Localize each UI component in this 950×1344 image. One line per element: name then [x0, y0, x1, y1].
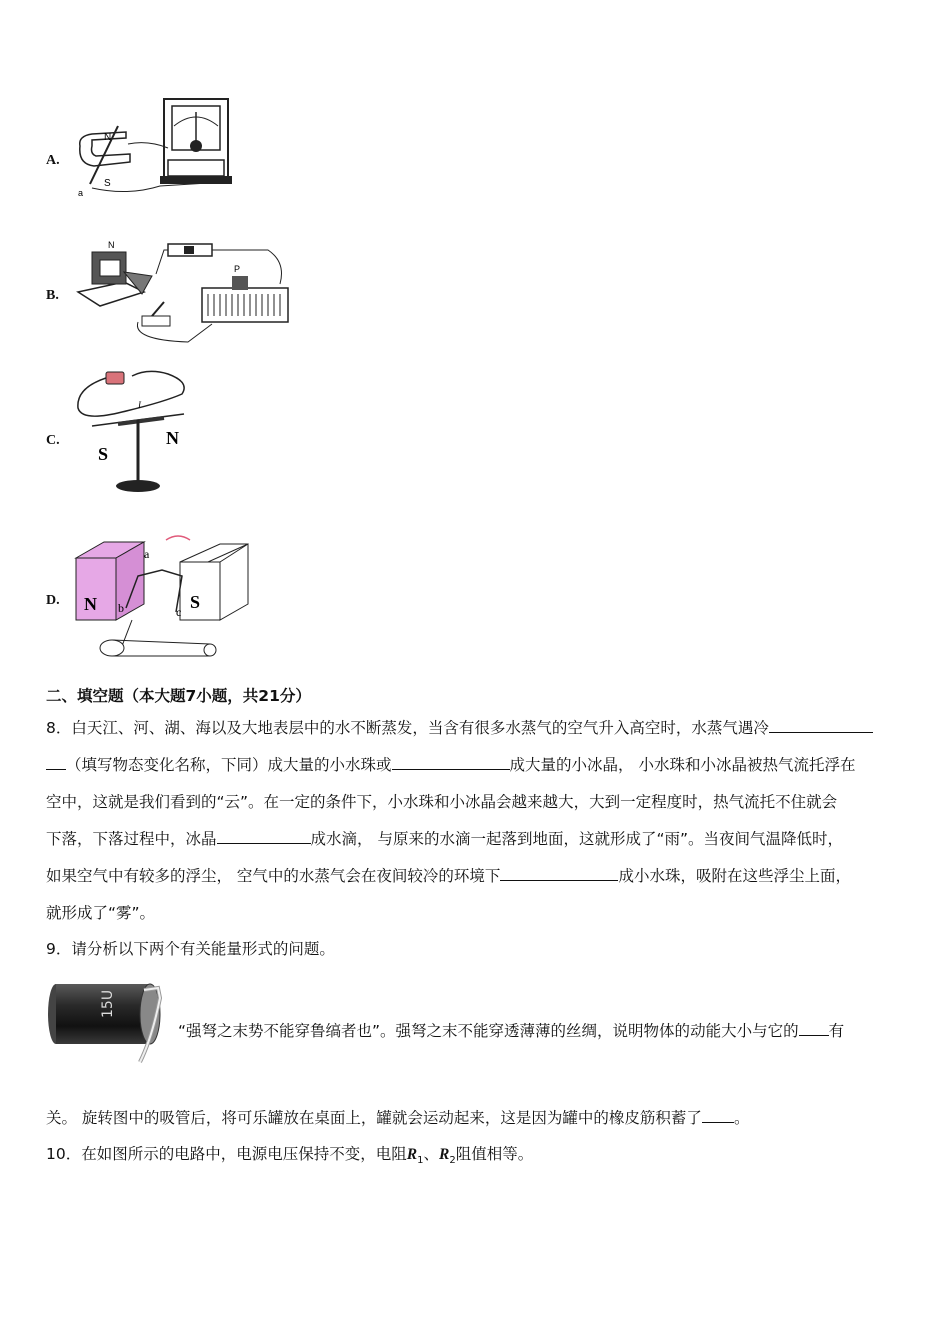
q8-line5: [46, 866, 851, 886]
fig-a-n: N: [104, 132, 112, 143]
q8-line4a-text: 下落，下落过程中，冰晶: [46, 830, 217, 848]
q10-r1: R: [406, 1146, 418, 1163]
fig-d-a: a: [144, 547, 150, 561]
q9-title: 9．请分析以下两个有关能量形式的问题。: [46, 940, 335, 958]
q9-line2a-text: 关。 旋转图中的吸管后，将可乐罐放在桌面上，罐就会运动起来，这是因为罐中的橡皮筋积蓄了: [46, 1109, 702, 1127]
q8-line4b-text: 成水滴， 与原来的水滴一起落到地面，这就形成了“雨”。当夜间气温降低时，: [310, 830, 844, 848]
q9-line2: [46, 1108, 749, 1128]
q8-line4: [46, 829, 843, 849]
q9-line1b-text: 有: [828, 1022, 845, 1040]
q8-blank-1-cont[interactable]: [46, 755, 66, 770]
q8-blank-4[interactable]: [500, 866, 618, 881]
q8-line2a-text: （填写物态变化名称，下同）成大量的小水珠或: [66, 756, 392, 774]
figure-d-magnet-coil: [72, 528, 252, 664]
q8-line6: 就形成了“雾”。: [46, 904, 156, 922]
q9-line1: [178, 1021, 844, 1041]
q9-line2b-text: 。: [733, 1109, 750, 1127]
q9-blank-1[interactable]: [799, 1021, 829, 1036]
q8-line3: 空中，这就是我们看到的“云”。在一定的条件下，小水珠和小冰晶会越来越大，大到一定程度时，热气流托不住就会: [46, 793, 838, 811]
q10-text-b: 阻值相等。: [455, 1145, 534, 1163]
fig-c-n: N: [166, 428, 179, 448]
q8-line2: [46, 755, 855, 775]
q10-text-a: 10．在如图所示的电路中，电源电压保持不变，电阻: [46, 1145, 407, 1163]
figure-9-can-image: [46, 978, 172, 1070]
q8-line2b-text: 成大量的小冰晶， 小水珠和小冰晶被热气流托浮在: [509, 756, 856, 774]
q10-sep: 、: [423, 1145, 439, 1163]
fig-a-s: S: [104, 178, 111, 189]
q10-line: [46, 1144, 533, 1171]
fig-b-n: N: [108, 240, 115, 250]
fig-c-i: I: [138, 400, 141, 410]
q8-line1-text: 8．白天江、河、湖、海以及大地表层中的水不断蒸发，当含有很多水蒸气的空气升入高空时，水蒸气遇冷: [46, 719, 769, 737]
q9-blank-2[interactable]: [702, 1108, 734, 1123]
fig-c-s: S: [98, 444, 109, 464]
section-title: 二、填空题（本大题7小题，共21分）: [46, 687, 311, 705]
q8-line5a-text: 如果空气中有较多的浮尘， 空气中的水蒸气会在夜间较冷的环境下: [46, 867, 501, 885]
q10-r2-sub: 2: [449, 1155, 456, 1167]
q8-blank-3[interactable]: [217, 829, 311, 844]
figure-a-galvanometer-circuit: [68, 96, 238, 200]
q8-blank-2[interactable]: [392, 755, 510, 770]
figure-c-compass-circuit: [72, 368, 192, 498]
option-b-label: B.: [46, 288, 59, 303]
q9-line1a-text: “强弩之末势不能穿鲁缟者也”。强弩之末不能穿透薄薄的丝绸，说明物体的动能大小与它的: [178, 1022, 799, 1040]
fig-d-b: b: [118, 601, 124, 615]
fig-d-s: S: [190, 592, 201, 612]
q8-line5b-text: 成小水珠，吸附在这些浮尘上面，: [618, 867, 851, 885]
option-a-label: A.: [46, 153, 60, 168]
fig-d-c: c: [176, 605, 182, 619]
q10-r2: R: [438, 1146, 450, 1163]
option-d-label: D.: [46, 593, 60, 608]
fig-d-n: N: [84, 594, 97, 614]
fig-9-can-text: 15U: [100, 989, 116, 1018]
figure-b-motor-circuit: [72, 232, 292, 348]
fig-a-a: a: [78, 188, 84, 198]
option-c-label: C.: [46, 433, 60, 448]
q10-r1-sub: 1: [417, 1155, 424, 1167]
q8-blank-1[interactable]: [769, 718, 873, 733]
fig-b-p: P: [234, 264, 241, 274]
q8-line1: [46, 718, 873, 738]
